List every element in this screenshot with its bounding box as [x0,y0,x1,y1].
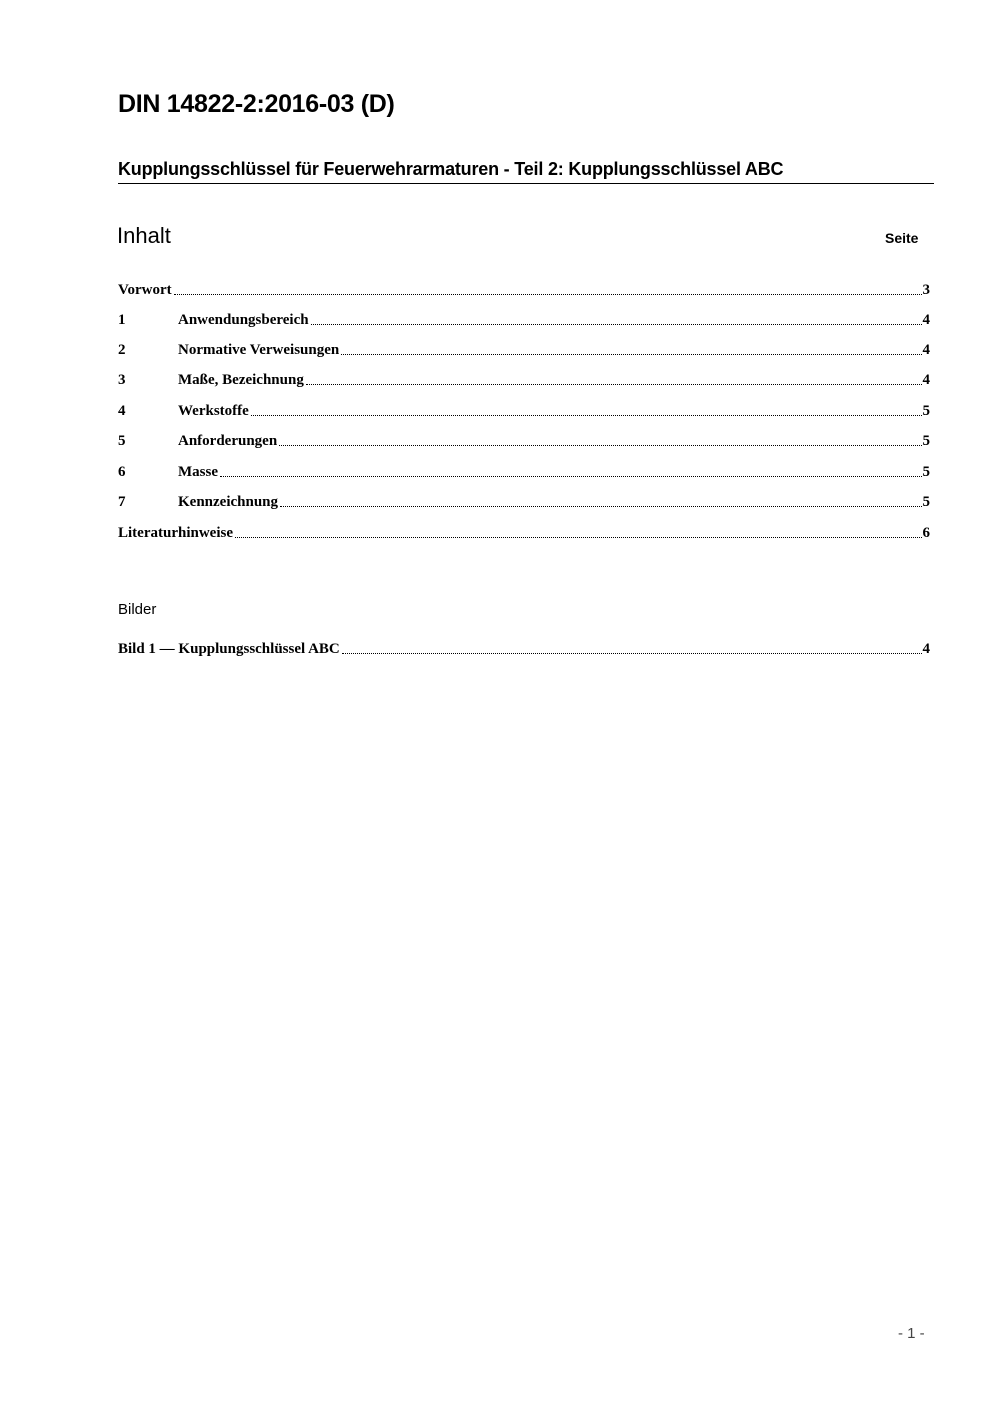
dot-leader [311,324,922,325]
toc-entry-number: 1 [118,312,126,328]
toc-entry-literaturhinweise[interactable] [118,522,930,542]
toc-entry-page: 4 [922,342,930,358]
figure-entry-page: 4 [922,641,930,657]
figure-entry-1[interactable] [118,638,930,658]
toc-entry-page: 3 [922,282,930,298]
toc-entry-page: 4 [922,372,930,388]
dot-leader [342,653,922,654]
toc-entry-label: Vorwort [118,282,172,298]
dot-leader [235,537,922,538]
toc-entry-number: 4 [118,403,126,419]
toc-entry-page: 5 [922,403,930,419]
toc-entry-1[interactable] [118,309,930,329]
figures-heading: Bilder [118,601,157,618]
toc-entry-4[interactable] [118,400,930,420]
toc-entry-label: Literaturhinweise [118,525,233,541]
toc-entry-2[interactable] [118,339,930,359]
dot-leader [280,506,921,507]
toc-entry-label: Maße, Bezeichnung [178,372,304,388]
toc-entry-label: Werkstoffe [178,403,249,419]
toc-entry-7[interactable] [118,491,930,511]
toc-entry-number: 2 [118,342,126,358]
toc-entry-page: 6 [922,525,930,541]
page-number: - 1 - [898,1325,925,1342]
toc-entry-label: Normative Verweisungen [178,342,340,358]
toc-heading: Inhalt [117,223,171,248]
dot-leader [306,384,922,385]
dot-leader [220,476,922,477]
toc-entry-page: 5 [922,494,930,510]
document-title: DIN 14822-2:2016-03 (D) [118,90,395,118]
toc-entry-number: 6 [118,464,126,480]
toc-entry-3[interactable] [118,369,930,389]
toc-entry-label: Anwendungsbereich [178,312,309,328]
toc-entry-5[interactable] [118,430,930,450]
toc-entry-label: Kennzeichnung [178,494,279,510]
toc-entry-number: 3 [118,372,126,388]
toc-entry-vorwort[interactable] [118,279,930,299]
dot-leader [251,415,922,416]
toc-entry-number: 7 [118,494,126,510]
dot-leader [341,354,921,355]
figure-entry-label: Bild 1 — Kupplungsschlüssel ABC [118,641,340,657]
toc-entry-page: 5 [922,433,930,449]
toc-entry-6[interactable] [118,461,930,481]
toc-page-column-label: Seite [885,230,919,246]
document-subtitle: Kupplungsschlüssel für Feuerwehrarmaturen - Teil 2: Kupplungsschlüssel ABC [118,159,934,184]
dot-leader [279,445,921,446]
toc-entry-label: Anforderungen [178,433,278,449]
toc-entry-label: Masse [178,464,218,480]
toc-entry-page: 4 [922,312,930,328]
toc-entry-number: 5 [118,433,126,449]
toc-entry-page: 5 [922,464,930,480]
dot-leader [174,294,922,295]
